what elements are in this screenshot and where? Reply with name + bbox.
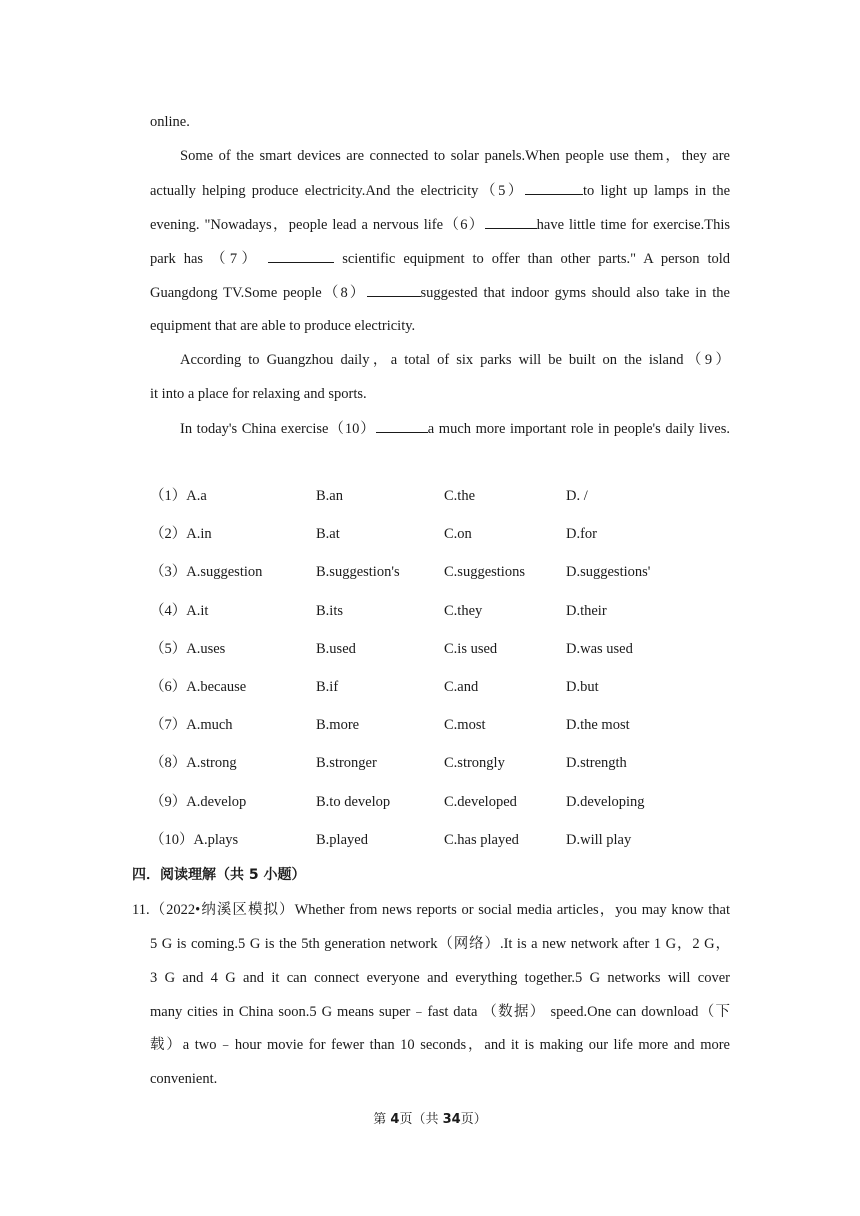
option-d: D.was used [566, 641, 633, 657]
option-c: C.on [444, 526, 472, 542]
option-b: B.more [316, 717, 360, 733]
passage-line-6 [150, 282, 730, 303]
option-c: C.and [444, 679, 479, 695]
option-b: B.played [316, 832, 368, 848]
blank-5 [525, 180, 583, 195]
passage-text: suggested that indoor gyms should also take in the [420, 285, 730, 301]
passage-text: actually helping produce electricity.And the electricity（5） [150, 183, 525, 199]
option-c: C.most [444, 717, 486, 733]
blank-6 [485, 214, 537, 229]
option-a: （6）A.because [150, 679, 247, 695]
option-d: D.the most [566, 717, 630, 733]
question-11-line-4: many cities in China soon.5 G means super﹣fast data （数据） speed.One can download（下 [150, 1004, 730, 1020]
option-d: D.strength [566, 755, 627, 771]
footer-text: 页（共 [399, 1112, 443, 1127]
passage-line-3 [150, 180, 730, 201]
passage-text: evening. "Nowadays，people lead a nervous life（6） [150, 217, 485, 233]
passage-line-10 [180, 418, 730, 439]
blank-7 [268, 248, 334, 263]
option-c: C.is used [444, 641, 498, 657]
footer-text: 第 [373, 1112, 391, 1127]
option-c: C.they [444, 603, 483, 619]
option-c: C.developed [444, 794, 517, 810]
option-d: D.for [566, 526, 598, 542]
option-b: B.at [316, 526, 340, 542]
option-c: C.the [444, 488, 476, 504]
passage-line-8: According to Guangzhou daily，a total of six parks will be built on the island（9） [180, 352, 730, 368]
option-a: （9）A.develop [150, 794, 247, 810]
page-footer [0, 1110, 860, 1130]
option-d: D.their [566, 603, 607, 619]
section-title: 四．阅读理解（共 5 小题） [132, 867, 306, 883]
option-a: （8）A.strong [150, 755, 237, 771]
passage-text: In today's China exercise（10） [180, 421, 376, 437]
option-a: （10）A.plays [150, 832, 239, 848]
option-d: D. / [566, 488, 588, 504]
passage-line-2: Some of the smart devices are connected to solar panels.When people use them，they are [180, 148, 730, 164]
option-a: （4）A.it [150, 603, 209, 619]
blank-8 [367, 282, 421, 297]
question-11-line-2: 5 G is coming.5 G is the 5th generation network（网络）.It is a new network after 1 G，2 G， [150, 936, 730, 952]
option-d: D.but [566, 679, 599, 695]
passage-text: scientific equipment to offer than other parts." A person told [334, 251, 731, 267]
option-d: D.developing [566, 794, 645, 810]
option-a: （1）A.a [150, 488, 207, 504]
option-b: B.an [316, 488, 343, 504]
footer-total-pages: 34 [442, 1112, 461, 1127]
option-c: C.suggestions [444, 564, 525, 580]
footer-page-number: 4 [390, 1112, 400, 1127]
option-b: B.used [316, 641, 356, 657]
option-a: （5）A.uses [150, 641, 226, 657]
blank-10 [376, 418, 428, 433]
question-11-line-1: 11.（2022•纳溪区模拟）Whether from news reports or social media articles，you may know that [132, 902, 730, 918]
option-a: （3）A.suggestion [150, 564, 263, 580]
passage-line-4 [150, 214, 730, 235]
footer-text: 页） [460, 1112, 487, 1127]
passage-text: park has （7） [150, 251, 261, 267]
passage-line-1: online. [150, 114, 190, 130]
question-11-line-6: convenient. [150, 1071, 218, 1087]
passage-text: Guangdong TV.Some people（8） [150, 285, 367, 301]
option-b: B.to develop [316, 794, 391, 810]
option-d: D.will play [566, 832, 632, 848]
option-c: C.has played [444, 832, 519, 848]
option-b: B.its [316, 603, 343, 619]
passage-text: to light up lamps in the [582, 183, 730, 199]
option-a: （7）A.much [150, 717, 233, 733]
option-b: B.if [316, 679, 339, 695]
option-c: C.strongly [444, 755, 505, 771]
passage-line-5 [150, 248, 730, 269]
option-b: B.suggestion's [316, 564, 400, 580]
option-d: D.suggestions' [566, 564, 651, 580]
question-11-line-3: 3 G and 4 G and it can connect everyone and everything together.5 G networks will cover [150, 970, 730, 986]
passage-text: have little time for exercise.This [536, 217, 730, 233]
question-11-line-5: 载）a two﹣hour movie for fewer than 10 seconds，and it is making our life more and more [150, 1037, 730, 1053]
passage-line-9: it into a place for relaxing and sports. [150, 386, 367, 402]
option-b: B.stronger [316, 755, 377, 771]
passage-line-7: equipment that are able to produce electricity. [150, 318, 416, 334]
option-a: （2）A.in [150, 526, 212, 542]
passage-text: a much more important role in people's daily lives. [427, 421, 730, 437]
